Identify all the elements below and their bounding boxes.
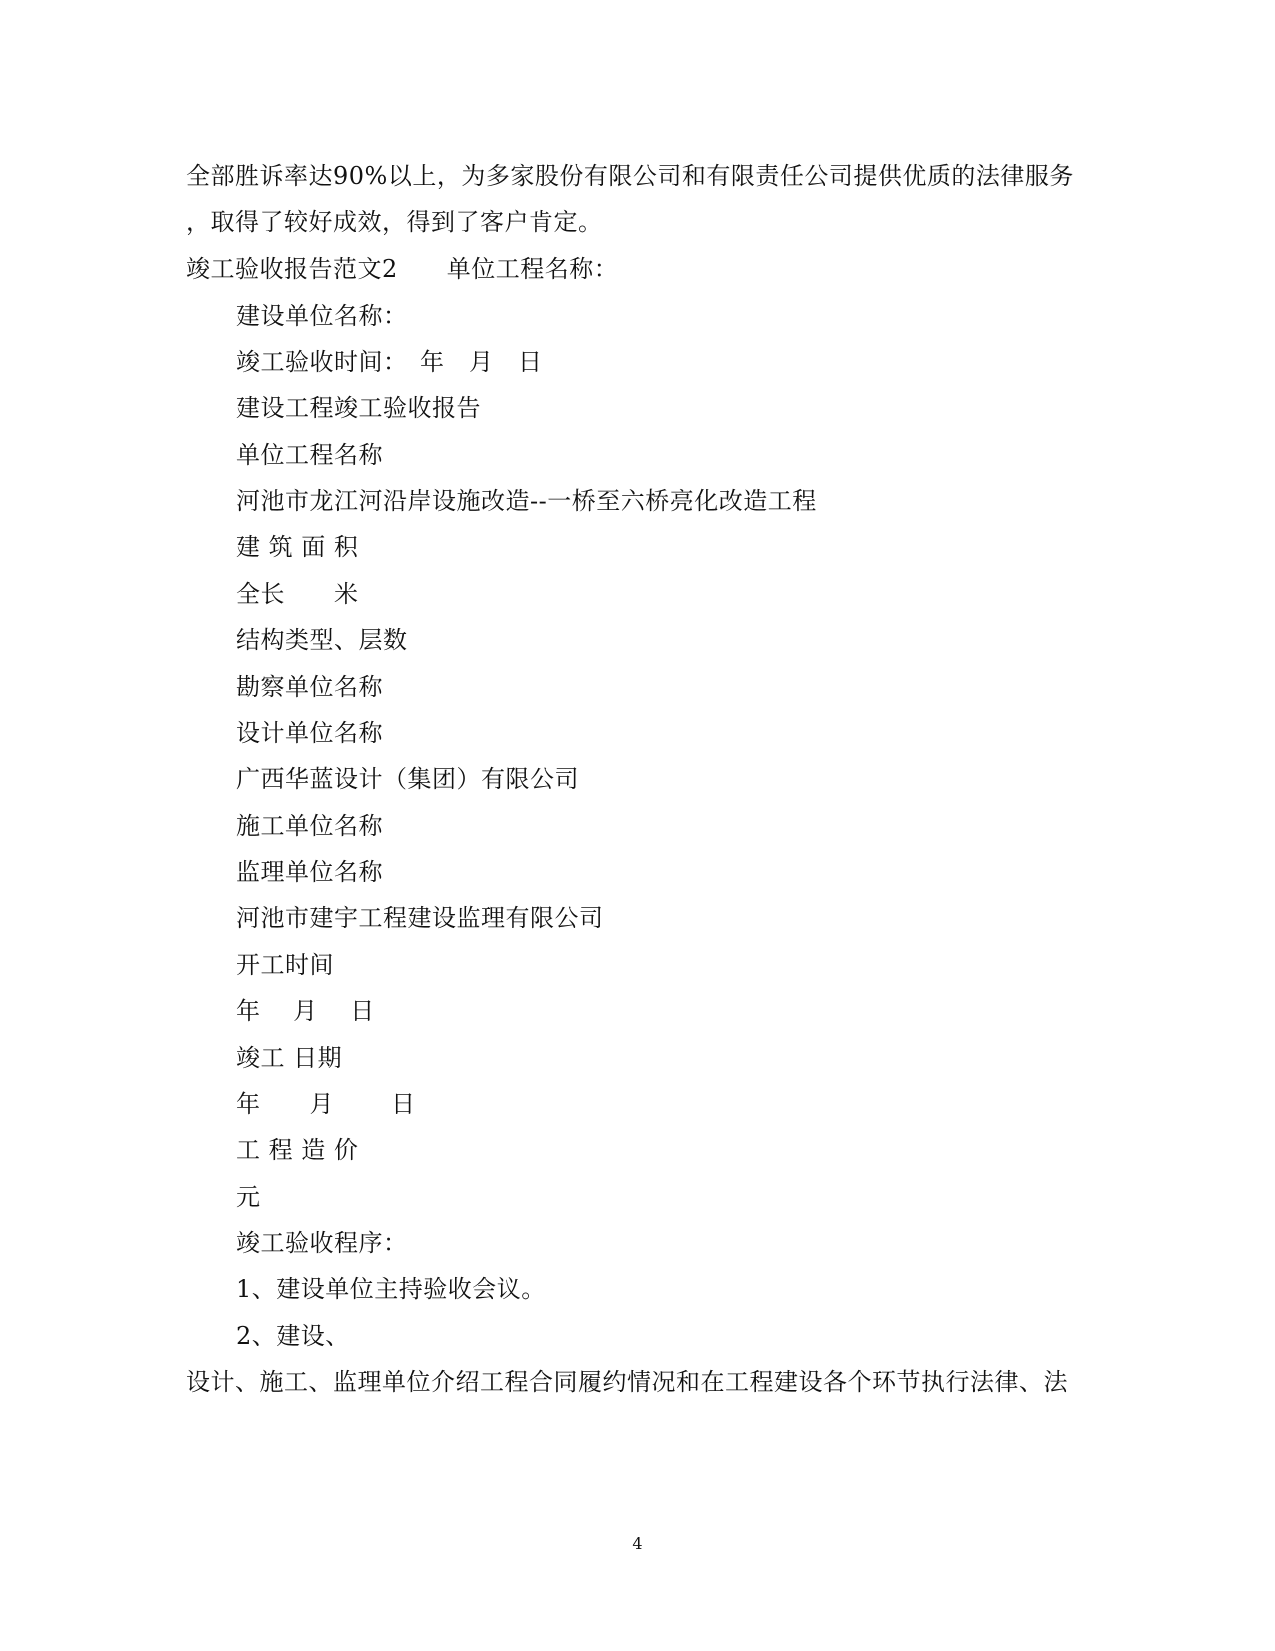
form-item: 竣工 日期 bbox=[236, 1044, 343, 1072]
section-heading: 竣工验收报告范文2 单位工程名称： bbox=[186, 255, 619, 283]
page-number: 4 bbox=[632, 1534, 643, 1553]
form-item: 监理单位名称 bbox=[236, 858, 383, 886]
form-item: 竣工验收时间： 年 月 日 bbox=[236, 348, 543, 376]
form-item: 施工单位名称 bbox=[236, 812, 383, 840]
form-item: 结构类型、层数 bbox=[236, 626, 408, 654]
form-item: 建设单位名称： bbox=[236, 302, 408, 330]
form-item: 全长 米 bbox=[236, 580, 359, 608]
form-item: 广西华蓝设计（集团）有限公司 bbox=[236, 765, 579, 793]
form-item: 开工时间 bbox=[236, 951, 334, 979]
form-item: 单位工程名称 bbox=[236, 441, 383, 469]
form-item: 勘察单位名称 bbox=[236, 673, 383, 701]
form-item: 河池市龙江河沿岸设施改造--一桥至六桥亮化改造工程 bbox=[236, 487, 817, 515]
procedure-step: 2、建设、 bbox=[236, 1322, 350, 1350]
closing-line: 设计、施工、监理单位介绍工程合同履约情况和在工程建设各个环节执行法律、法 bbox=[186, 1368, 1068, 1396]
form-item: 建 筑 面 积 bbox=[236, 533, 359, 561]
form-item: 元 bbox=[236, 1183, 261, 1211]
form-item: 建设工程竣工验收报告 bbox=[236, 394, 481, 422]
intro-line: ，取得了较好成效，得到了客户肯定。 bbox=[186, 208, 603, 236]
form-item: 设计单位名称 bbox=[236, 719, 383, 747]
form-item: 年 月 日 bbox=[236, 1090, 416, 1118]
form-item: 河池市建宇工程建设监理有限公司 bbox=[236, 904, 604, 932]
procedure-step: 1、建设单位主持验收会议。 bbox=[236, 1275, 546, 1303]
intro-line: 全部胜诉率达90%以上，为多家股份有限公司和有限责任公司提供优质的法律服务 bbox=[186, 162, 1074, 190]
form-item: 工 程 造 价 bbox=[236, 1136, 359, 1164]
form-item: 竣工验收程序： bbox=[236, 1229, 408, 1257]
form-item: 年 月 日 bbox=[236, 997, 375, 1025]
